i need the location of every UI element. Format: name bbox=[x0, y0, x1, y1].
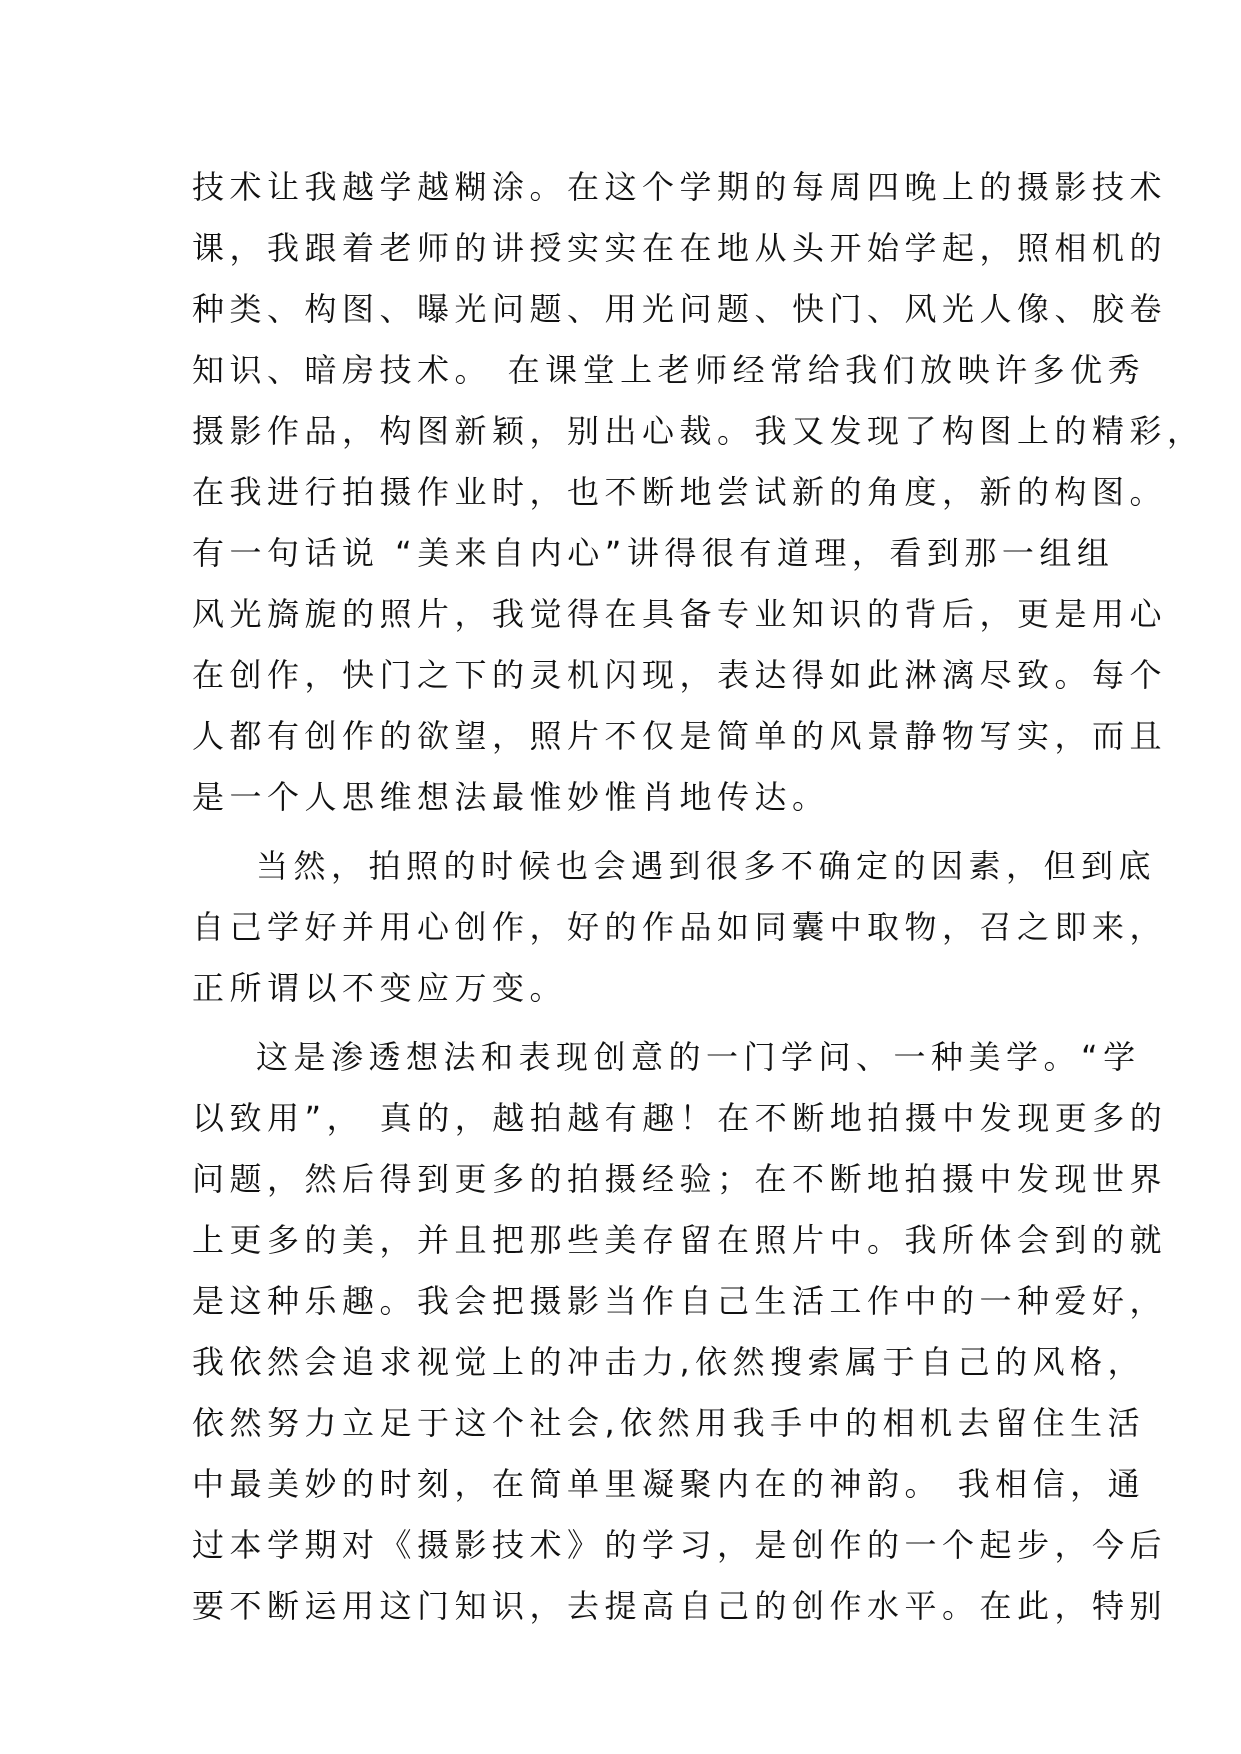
text-line: 有一句话说 “美来自内心”讲得很有道理，看到那一组组 bbox=[192, 534, 1115, 572]
text-line: 自己学好并用心创作，好的作品如同囊中取物，召之即来， bbox=[192, 908, 1168, 946]
text-line: 摄影作品，构图新颖，别出心裁。我又发现了构图上的精彩， bbox=[192, 412, 1205, 450]
text-line: 在创作，快门之下的灵机闪现，表达得如此淋漓尽致。每个 bbox=[192, 656, 1168, 694]
text-line: 是一个人思维想法最惟妙惟肖地传达。 bbox=[192, 778, 830, 816]
paragraph-gap bbox=[192, 1019, 1062, 1027]
text-line: 我依然会追求视觉上的冲击力,依然搜索属于自己的风格， bbox=[192, 1343, 1146, 1381]
text-line: 这是渗透想法和表现创意的一门学问、一种美学。“学 bbox=[256, 1038, 1141, 1076]
text-line: 在我进行拍摄作业时，也不断地尝试新的角度，新的构图。 bbox=[192, 473, 1168, 511]
text-line: 上更多的美，并且把那些美存留在照片中。我所体会到的就 bbox=[192, 1221, 1168, 1259]
text-line: 依然努力立足于这个社会,依然用我手中的相机去留住生活 bbox=[192, 1404, 1146, 1442]
body-text bbox=[192, 157, 1205, 1637]
text-line: 过本学期对《摄影技术》的学习，是创作的一个起步，今后 bbox=[192, 1526, 1168, 1564]
text-line: 课，我跟着老师的讲授实实在在地从头开始学起，照相机的 bbox=[192, 229, 1168, 267]
text-line: 问题，然后得到更多的拍摄经验；在不断地拍摄中发现世界 bbox=[192, 1160, 1168, 1198]
text-line: 正所谓以不变应万变。 bbox=[192, 969, 568, 1007]
text-line: 以致用”， 真的，越拍越有趣！在不断地拍摄中发现更多的 bbox=[192, 1099, 1168, 1137]
text-line: 风光旖旎的照片，我觉得在具备专业知识的背后，更是用心 bbox=[192, 595, 1168, 633]
text-line: 知识、暗房技术。 在课堂上老师经常给我们放映许多优秀 bbox=[192, 351, 1146, 389]
text-line: 技术让我越学越糊涂。在这个学期的每周四晚上的摄影技术 bbox=[192, 168, 1168, 206]
text-line: 人都有创作的欲望，照片不仅是简单的风景静物写实，而且 bbox=[192, 717, 1168, 755]
text-line: 当然，拍照的时候也会遇到很多不确定的因素，但到底 bbox=[256, 847, 1157, 885]
text-line: 中最美妙的时刻，在简单里凝聚内在的神韵。 我相信，通 bbox=[192, 1465, 1146, 1503]
text-line: 要不断运用这门知识，去提高自己的创作水平。在此，特别 bbox=[192, 1587, 1168, 1625]
text-line: 种类、构图、曝光问题、用光问题、快门、风光人像、胶卷 bbox=[192, 290, 1168, 328]
paragraph-gap bbox=[192, 828, 1062, 836]
text-line: 是这种乐趣。我会把摄影当作自己生活工作中的一种爱好， bbox=[192, 1282, 1168, 1320]
